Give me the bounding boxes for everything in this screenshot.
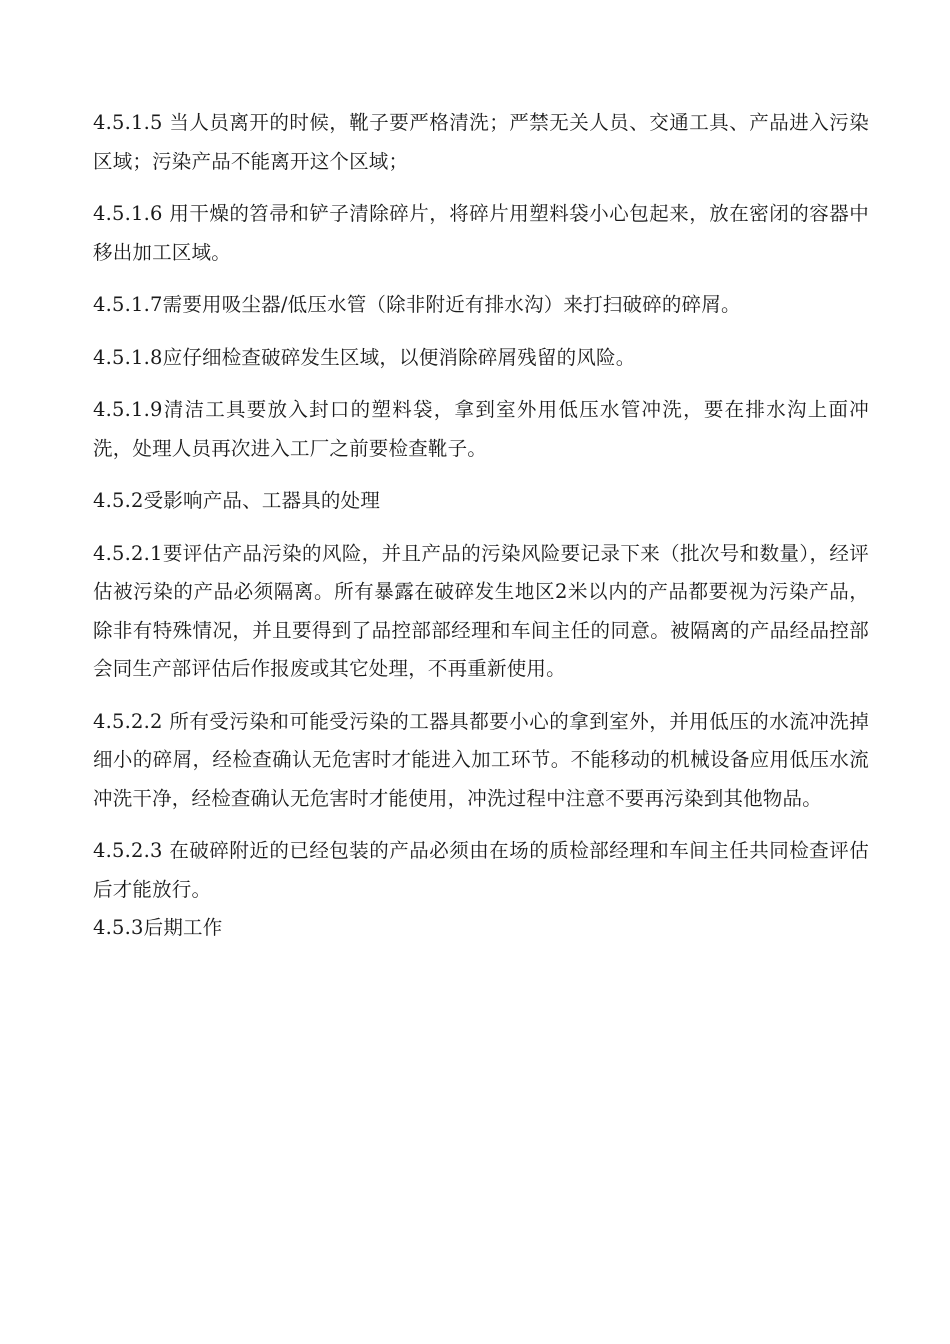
paragraph-4-5-1-7: 4.5.1.7需要用吸尘器/低压水管（除非附近有排水沟）来打扫破碎的碎屑。: [93, 293, 741, 316]
paragraph-4-5-1-8: 4.5.1.8应仔细检查破碎发生区域，以便消除碎屑残留的风险。: [93, 345, 636, 369]
section-heading-4-5-3: 4.5.3后期工作: [93, 916, 223, 939]
paragraph-4-5-2-3: 4.5.2.3 在破碎附近的已经包装的产品必须由在场的质检部经理和车间主任共同检查评估后才能放行。: [93, 839, 869, 901]
paragraph-4-5-1-9: 4.5.1.9清洁工具要放入封口的塑料袋，拿到室外用低压水管冲洗，要在排水沟上面冲洗，处理人员再次进入工厂之前要检查靴子。: [93, 398, 869, 460]
paragraph-4-5-2-2: 4.5.2.2 所有受污染和可能受污染的工器具都要小心的拿到室外，并用低压的水流冲洗掉细小的碎屑，经检查确认无危害时才能进入加工环节。不能移动的机械设备应用低压水流冲洗干净，经检查确认无危害时才能使用，冲洗过程中注意不要再污染到其他物品。: [93, 709, 869, 810]
document-page: [93, 104, 869, 962]
section-heading-4-5-2: 4.5.2受影响产品、工器具的处理: [93, 489, 381, 512]
paragraph-4-5-2-1: 4.5.2.1要评估产品污染的风险，并且产品的污染风险要记录下来（批次号和数量），经评估被污染的产品必须隔离。所有暴露在破碎发生地区2米以内的产品都要视为污染产品，除非有特殊情况，并且要得到了品控部部经理和车间主任的同意。被隔离的产品经品控部会同生产部评估后作报废或其它处理，不再重新使用。: [93, 541, 869, 680]
paragraph-4-5-1-5: 4.5.1.5 当人员离开的时候，靴子要严格清洗；严禁无关人员、交通工具、产品进入污染区域；污染产品不能离开这个区域；: [93, 111, 869, 173]
paragraph-4-5-1-6: 4.5.1.6 用干燥的笤帚和铲子清除碎片，将碎片用塑料袋小心包起来，放在密闭的容器中移出加工区域。: [93, 202, 869, 264]
